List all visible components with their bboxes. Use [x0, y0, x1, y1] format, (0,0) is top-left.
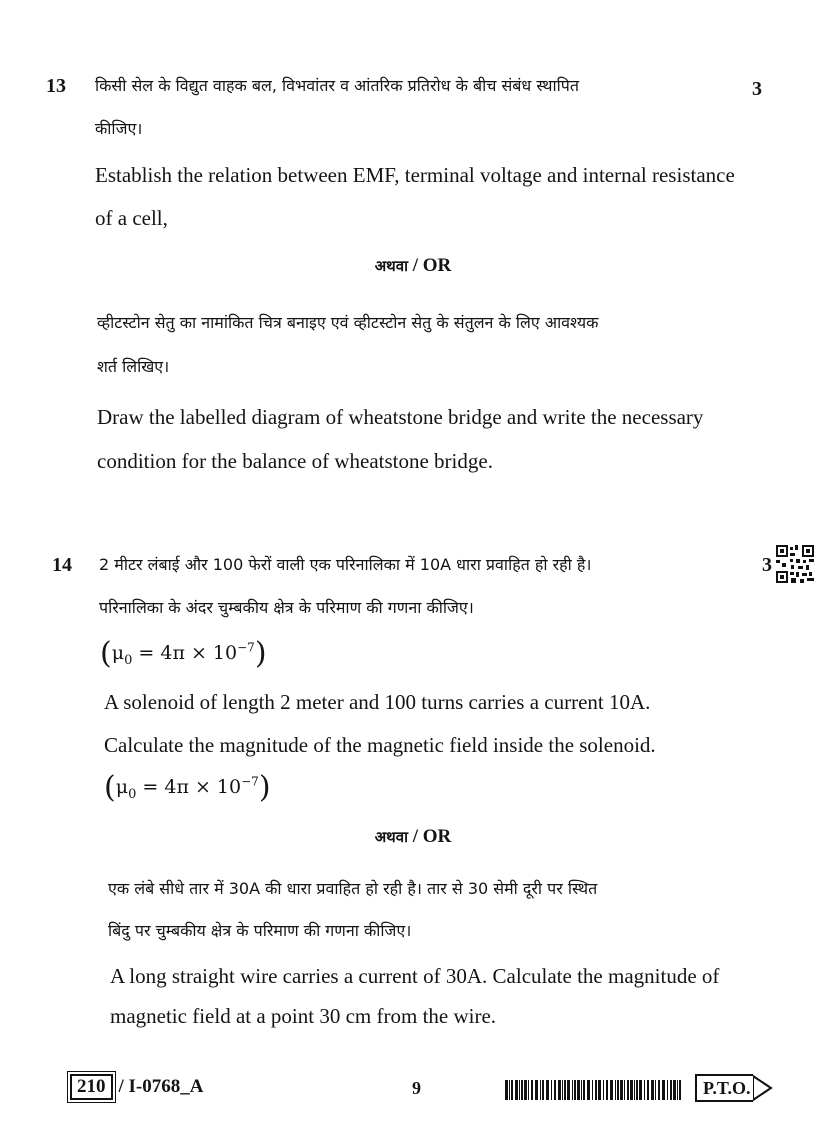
- question-number-13: 13: [46, 75, 66, 97]
- paper-code-text: / I-0768_A: [118, 1076, 204, 1097]
- question-13-marks: 3: [752, 78, 762, 100]
- barcode-bar: [546, 1080, 549, 1100]
- barcode-bar: [620, 1080, 623, 1100]
- q13-alt-hindi-line-1: व्हीटस्टोन सेतु का नामांकित चित्र बनाइए एवं व्हीटस्टोन सेतु के संतुलन के लिए आवश्यक: [97, 313, 599, 332]
- formula-lhs: μ: [115, 776, 129, 798]
- or-separator: /: [408, 826, 423, 847]
- formula-rhs: = 4π × 10: [132, 642, 238, 664]
- barcode-bar: [658, 1080, 660, 1100]
- pto-marker: [695, 1074, 773, 1102]
- barcode-bar: [542, 1080, 544, 1100]
- q13-english-line-2: of a cell,: [95, 206, 168, 230]
- barcode-bar: [606, 1080, 608, 1100]
- q14-formula-mu0-repeat: $(\mu_0 = 4\pi \times 10^{-7})$: [104, 770, 271, 805]
- q13-alt-english-line-1: Draw the labelled diagram of wheatstone bridge and write the necessary: [97, 405, 704, 429]
- or-english: OR: [422, 826, 452, 847]
- q14-alt-hindi-line-2: बिंदु पर चुम्बकीय क्षेत्र के परिमाण की गणना कीजिए।: [108, 921, 412, 940]
- pto-label: P.T.O.: [695, 1074, 753, 1102]
- question-number-14: 14: [52, 554, 72, 576]
- formula-rhs: = 4π × 10: [136, 776, 242, 798]
- barcode-bar: [562, 1080, 563, 1100]
- barcode-bar: [581, 1080, 582, 1100]
- formula-exponent: −7: [241, 774, 259, 789]
- barcode-bar: [617, 1080, 619, 1100]
- barcode-bar: [610, 1080, 613, 1100]
- barcode-bar: [636, 1080, 638, 1100]
- q13-hindi-line-2: कीजिए।: [95, 119, 143, 138]
- barcode-bar: [577, 1080, 580, 1100]
- question-14-marks: 3: [762, 554, 772, 576]
- or-hindi: अथवा: [374, 828, 408, 846]
- formula-subscript: 0: [128, 786, 137, 802]
- subject-code-box: 210: [70, 1074, 113, 1100]
- barcode-bar: [662, 1080, 665, 1100]
- formula-lhs: μ: [111, 642, 125, 664]
- barcode-bar: [574, 1080, 576, 1100]
- barcode-bar: [639, 1080, 642, 1100]
- barcode-bar: [540, 1080, 541, 1100]
- q14-english-line-1: A solenoid of length 2 meter and 100 turns carries a current 10A.: [104, 690, 651, 714]
- qr-code-icon: [776, 545, 814, 583]
- barcode-bar: [679, 1080, 681, 1100]
- barcode-bar: [521, 1080, 523, 1100]
- barcode-bar: [564, 1080, 566, 1100]
- barcode-bar: [524, 1080, 527, 1100]
- q14-hindi-line-1: 2 मीटर लंबाई और 100 फेरों वाली एक परिनालिका में 10A धारा प्रवाहित हो रही है।: [99, 555, 592, 574]
- barcode-bar: [505, 1080, 508, 1100]
- formula-subscript: 0: [124, 652, 133, 668]
- barcode-bar: [554, 1080, 556, 1100]
- barcode-bar: [624, 1080, 625, 1100]
- or-english: OR: [422, 255, 452, 276]
- barcode-bar: [583, 1080, 585, 1100]
- barcode-bar: [528, 1080, 529, 1100]
- barcode-bar: [515, 1080, 518, 1100]
- q13-alt-english-line-2: condition for the balance of wheatstone bridge.: [97, 449, 493, 473]
- barcode-bar: [615, 1080, 616, 1100]
- barcode-bar: [598, 1080, 601, 1100]
- barcode-bar: [677, 1080, 678, 1100]
- barcode-bar: [551, 1080, 552, 1100]
- q13-or-divider: [0, 255, 826, 277]
- barcode-bar: [630, 1080, 633, 1100]
- q14-or-divider: [0, 826, 826, 848]
- barcode-bar: [572, 1080, 573, 1100]
- barcode-bar: [558, 1080, 561, 1100]
- q14-alt-english-line-2: magnetic field at a point 30 cm from the wire.: [110, 1004, 497, 1028]
- barcode-bar: [567, 1080, 570, 1100]
- barcode-bar: [655, 1080, 656, 1100]
- barcode-bar: [603, 1080, 604, 1100]
- barcode-bar: [651, 1080, 654, 1100]
- q14-alt-english-line-1: A long straight wire carries a current of 30A. Calculate the magnitude of: [110, 964, 720, 988]
- q13-english-line-1: Establish the relation between EMF, terminal voltage and internal resistance: [95, 163, 735, 187]
- q14-english-line-2: Calculate the magnitude of the magnetic field inside the solenoid.: [104, 733, 656, 757]
- q13-hindi-line-1: किसी सेल के विद्युत वाहक बल, विभवांतर व आंतरिक प्रतिरोध के बीच संबंध स्थापित: [95, 76, 579, 95]
- barcode-bar: [531, 1080, 533, 1100]
- barcode-bar: [509, 1080, 510, 1100]
- barcode-bar: [535, 1080, 538, 1100]
- q14-formula-mu0: $(\mu_0 = 4\pi \times 10^{-7})$: [100, 636, 267, 671]
- barcode-bar: [587, 1080, 590, 1100]
- q14-hindi-line-2: परिनालिका के अंदर चुम्बकीय क्षेत्र के परिमाण की गणना कीजिए।: [99, 598, 474, 617]
- barcode-bar: [511, 1080, 513, 1100]
- barcode-bar: [670, 1080, 672, 1100]
- barcode-icon: [505, 1080, 681, 1100]
- barcode-bar: [595, 1080, 597, 1100]
- barcode-bar: [673, 1080, 676, 1100]
- or-hindi: अथवा: [374, 257, 408, 275]
- or-separator: /: [408, 255, 423, 276]
- barcode-bar: [634, 1080, 635, 1100]
- formula-exponent: −7: [237, 640, 255, 655]
- barcode-bar: [644, 1080, 645, 1100]
- barcode-bar: [627, 1080, 629, 1100]
- barcode-bar: [647, 1080, 649, 1100]
- barcode-bar: [519, 1080, 520, 1100]
- q13-alt-hindi-line-2: शर्त लिखिए।: [97, 357, 170, 376]
- page-number: 9: [412, 1078, 421, 1098]
- q14-alt-hindi-line-1: एक लंबे सीधे तार में 30A की धारा प्रवाहित हो रही है। तार से 30 सेमी दूरी पर स्थित: [108, 879, 598, 898]
- barcode-bar: [667, 1080, 668, 1100]
- paper-code: [70, 1074, 203, 1100]
- barcode-bar: [592, 1080, 593, 1100]
- arrow-right-icon: [753, 1074, 773, 1102]
